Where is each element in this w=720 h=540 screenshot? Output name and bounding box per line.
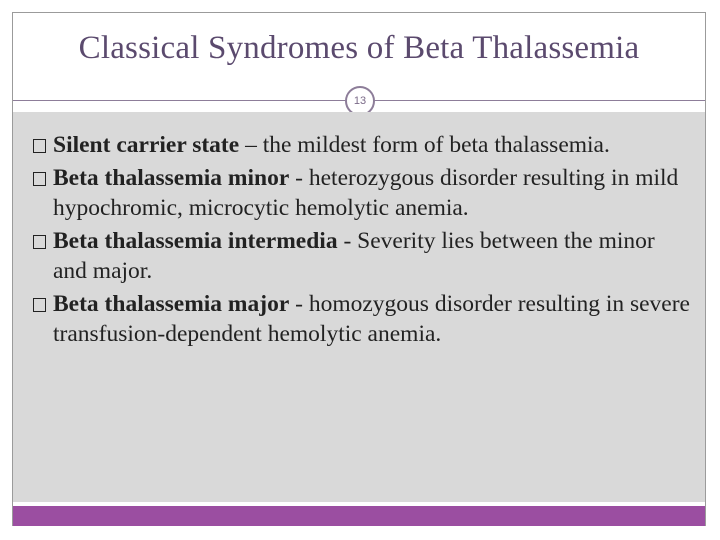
bullet-item-silent-carrier — [33, 130, 693, 160]
bullet-item-major — [33, 289, 693, 349]
content-panel — [13, 112, 705, 502]
slide-number-badge: 13 — [345, 86, 375, 116]
bullet-description: homozygous disorder resulting in severe transfusion-dependent hemolytic anemia. — [53, 291, 690, 347]
bullet-box-icon — [33, 298, 46, 312]
bullet-separator: - — [289, 291, 309, 317]
footer-accent-bar — [13, 506, 705, 526]
bullet-separator: - — [289, 165, 309, 191]
slide-title: Classical Syndromes of Beta Thalassemia — [78, 30, 640, 66]
bullet-term: Beta thalassemia minor — [53, 165, 290, 191]
bullet-separator: – — [239, 132, 263, 158]
bullet-box-icon — [33, 139, 46, 153]
bullet-description: heterozygous disorder resulting in mild hypochromic, microcytic hemolytic anemia. — [53, 165, 679, 221]
bullet-term: Beta thalassemia major — [53, 291, 290, 317]
bullet-list — [33, 130, 693, 352]
bullet-item-minor — [33, 163, 693, 223]
bullet-description: the mildest form of beta thalassemia. — [262, 132, 610, 158]
bullet-box-icon — [33, 172, 46, 186]
bullet-term: Beta thalassemia intermedia — [53, 228, 338, 254]
bullet-item-intermedia — [33, 226, 693, 286]
bullet-description: Severity lies between the minor and major. — [53, 228, 655, 284]
bullet-term: Silent carrier state — [53, 132, 240, 158]
bullet-separator: - — [337, 228, 358, 254]
bullet-box-icon — [33, 235, 46, 249]
